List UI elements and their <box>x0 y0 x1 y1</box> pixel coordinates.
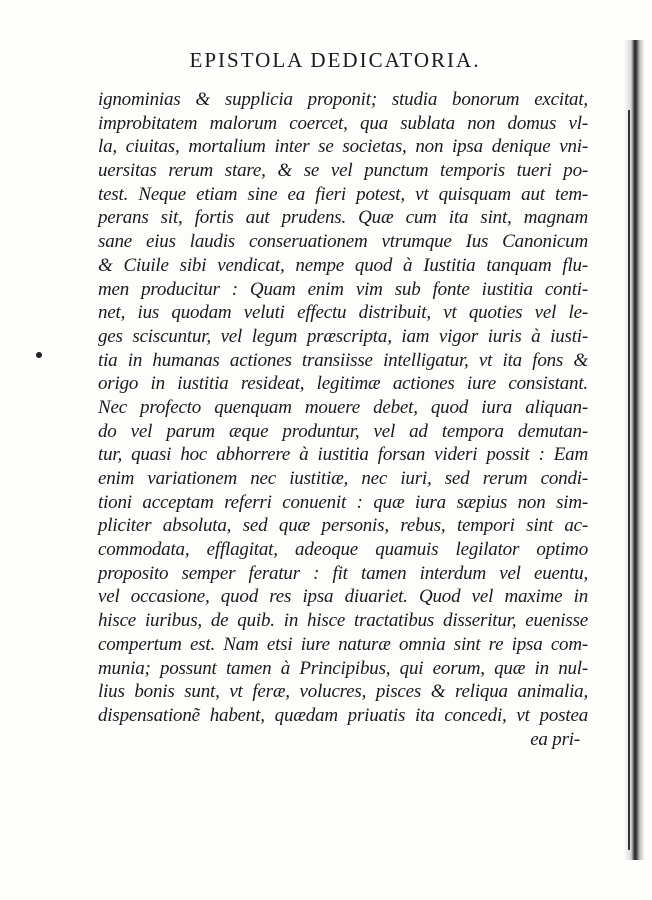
text-line: perans sit, fortis aut prudens. Quæ cum ita sint, magnam <box>98 207 588 229</box>
text-line: tioni acceptam referri conuenit : quæ iura sæpius non sim- <box>98 491 588 513</box>
text-line: la, ciuitas, mortalium inter se societas, non ipsa denique vni- <box>98 136 588 158</box>
text-line: pliciter absoluta, sed quæ personis, rebus, tempori sint ac- <box>98 515 588 537</box>
text-line: munia; possunt tamen à Principibus, qui eorum, quæ in nul- <box>98 657 588 679</box>
text-line: proposito semper feratur : fit tamen interdum vel euentu, <box>98 562 588 584</box>
text-line: sane eius laudis conseruationem vtrumque Ius Canonicum <box>98 231 588 253</box>
text-line: uersitas rerum stare, & se vel punctum temporis tueri po- <box>98 160 588 182</box>
text-line: vel occasione, quod res ipsa diuariet. Quod vel maxime in <box>98 586 588 608</box>
text-line: enim variationem nec iustitiæ, nec iuri, sed rerum condi- <box>98 468 588 489</box>
text-line: do vel parum æque produntur, vel ad tempora demutan- <box>98 420 588 442</box>
text-line: compertum est. Nam etsi iure naturæ omnia sint re ipsa com- <box>98 633 588 655</box>
page-gutter-line <box>628 110 630 850</box>
page-gutter-shadow <box>624 40 644 860</box>
running-title: EPISTOLA DEDICATORIA. <box>189 48 481 72</box>
body-text <box>98 88 588 751</box>
text-line: net, ius quodam veluti effectu distribuit, vt quoties vel le- <box>98 302 588 324</box>
ink-speck <box>36 352 42 358</box>
text-line: tur, quasi hoc abhorrere à iustitia forsan videri possit : Eam <box>98 444 588 466</box>
text-line: lius bonis sunt, vt feræ, volucres, pisces & reliqua animalia, <box>98 681 588 703</box>
text-line: tia in humanas actiones transiisse intelligatur, vt ita fons & <box>98 349 588 371</box>
text-line: improbitatem malorum coercet, qua sublata non domus vl- <box>98 112 588 134</box>
text-line: Nec profecto quenquam mouere debet, quod iura aliquan- <box>98 396 588 418</box>
text-line: men producitur : Quam enim vim sub fonte iustitia conti- <box>98 278 588 300</box>
text-line: ges sciscuntur, vel legum præscripta, iam vigor iuris à iusti- <box>98 325 588 347</box>
text-line: origo in iustitia resideat, legitimæ actiones iure consistant. <box>98 373 588 395</box>
text-line: test. Neque etiam sine ea fieri potest, vt quisquam aut tem- <box>98 183 588 205</box>
catchword: ea pri- <box>530 728 580 750</box>
text-line: & Ciuile sibi vendicat, nempe quod à Iustitia tanquam flu- <box>98 254 588 276</box>
text-line: dispensationẽ habent, quædam priuatis ita concedi, vt postea <box>98 704 588 726</box>
text-line: hisce iuribus, de quib. in hisce tractatibus disseritur, euenisse <box>98 610 588 632</box>
text-line: commodata, efflagitat, adeoque quamuis legilator optimo <box>98 539 588 561</box>
text-line: ignominias & supplicia proponit; studia bonorum excitat, <box>98 89 588 110</box>
